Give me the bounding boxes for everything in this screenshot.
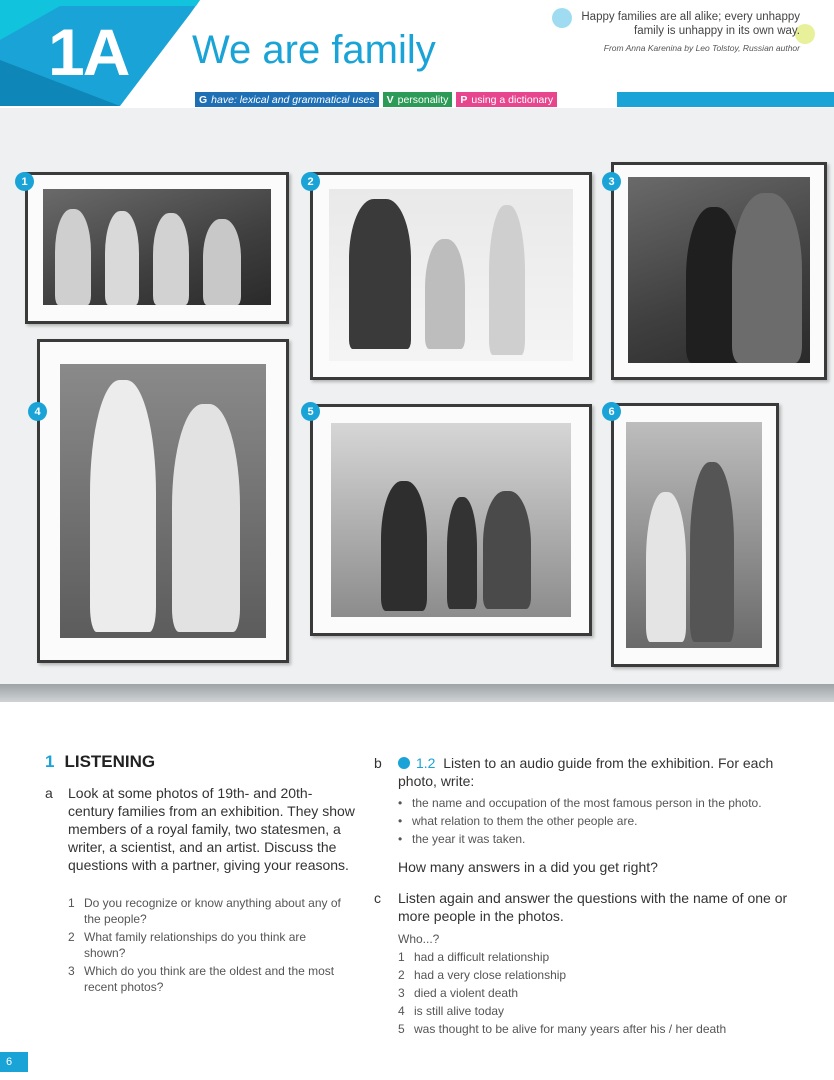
photo-6 (626, 422, 762, 648)
photo-frame-2 (310, 172, 592, 380)
tag-vocabulary: V personality (383, 92, 453, 107)
photo-frame-6 (611, 403, 779, 667)
exercise-c-letter: c (374, 890, 381, 906)
question-3: 3 Which do you think are the oldest and the most recent photos? (68, 964, 335, 994)
quote-line-2: family is unhappy in its own way. (634, 25, 800, 37)
exercise-b-bullets (398, 794, 808, 848)
tag-bar (617, 92, 834, 107)
who-item-1: 1 had a difficult relationship (398, 950, 550, 964)
exercise-c-items (398, 948, 808, 1038)
photo-4 (60, 364, 266, 638)
who-item-3: 3 died a violent death (398, 986, 519, 1000)
page-number: 6 (0, 1052, 28, 1072)
photo-2 (329, 189, 573, 361)
photo-badge-6: 6 (602, 402, 621, 421)
bullet-item: • the year it was taken. (398, 832, 526, 846)
tag-grammar: G have: lexical and grammatical uses (195, 92, 379, 107)
photo-frame-3 (611, 162, 827, 380)
question-2: 2 What family relationships do you think are shown? (68, 930, 307, 960)
photo-1 (43, 189, 271, 305)
bullet-item: • the name and occupation of the most famous person in the photo. (398, 796, 762, 810)
exercise-a-text: Look at some photos of 19th- and 20th-century families from an exhibition. They show members of a royal family, two statesmen, a writer, a scientist, and an artist. Discuss the questions with a partner, giving your reasons. (68, 785, 355, 873)
photo-5 (331, 423, 571, 617)
tag-pronunciation: P using a dictionary (456, 92, 557, 107)
exercise-b-text: 1.2 Listen to an audio guide from the exhibition. For each photo, write: (398, 755, 774, 789)
section-number: 1 (45, 752, 55, 771)
exercise-a-letter: a (45, 785, 53, 801)
who-item-4: 4 is still alive today (398, 1004, 505, 1018)
photo-badge-5: 5 (301, 402, 320, 421)
bullet-item: • what relation to them the other people are. (398, 814, 638, 828)
quote (548, 10, 800, 38)
quote-line-1: Happy families are all alike; every unhappy (581, 11, 800, 23)
who-item-5: 5 was thought to be alive for many years after his / her death (398, 1022, 727, 1036)
who-item-2: 2 had a very close relationship (398, 968, 567, 982)
quote-source: From Anna Karenina by Leo Tolstoy, Russian author (603, 43, 800, 53)
photo-badge-2: 2 (301, 172, 320, 191)
track-number: 1.2 (416, 755, 436, 771)
exercise-b-followup: How many answers in a did you get right? (398, 859, 658, 875)
photo-3 (628, 177, 810, 363)
photo-frame-5 (310, 404, 592, 636)
photo-badge-1: 1 (15, 172, 34, 191)
section-title: LISTENING (64, 752, 156, 771)
exercise-a-questions (68, 895, 350, 995)
photo-badge-4: 4 (28, 402, 47, 421)
question-1: 1 Do you recognize or know anything about any of the people? (68, 896, 341, 926)
section-heading (45, 752, 155, 772)
photo-badge-3: 3 (602, 172, 621, 191)
audio-icon[interactable] (398, 757, 410, 769)
gallery-floor (0, 684, 834, 702)
exercise-c-who: Who...? (398, 932, 440, 946)
exercise-c-text: Listen again and answer the questions with the name of one or more people in the photos. (398, 890, 788, 924)
photo-frame-4 (37, 339, 289, 663)
unit-title: We are family (192, 28, 436, 72)
lesson-tags (195, 92, 557, 107)
exercise-b-letter: b (374, 755, 382, 771)
photo-frame-1 (25, 172, 289, 324)
unit-number: 1A (48, 15, 129, 89)
